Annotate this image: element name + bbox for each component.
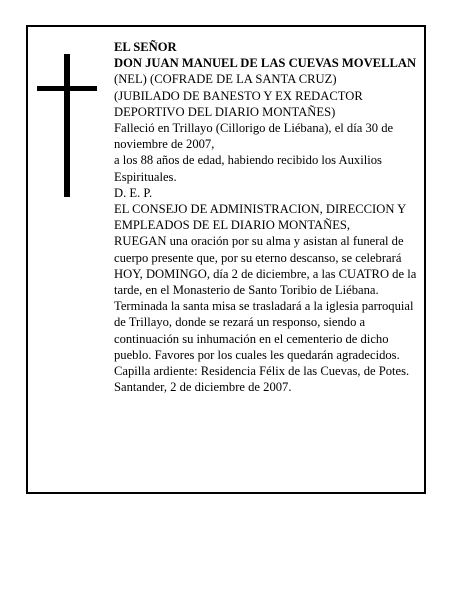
age-line: a los 88 años de edad, habiendo recibido los Auxilios Espirituales.	[114, 153, 382, 184]
death-line: Falleció en Trillayo (Cillorigo de Liébana), el día 30 de noviembre de 2007,	[114, 121, 394, 152]
deceased-name: DON JUAN MANUEL DE LAS CUEVAS MOVELLAN	[114, 56, 417, 71]
cross-horizontal-bar	[37, 86, 97, 91]
funeral-request: RUEGAN una oración por su alma y asistan al funeral de cuerpo presente que, por su eterno descanso, se celebrará HOY, DOMINGO, día 2 de diciembre, a las CUATRO de la tarde, en el Monasterio de Santo Toribio de Liébana. Terminada la santa misa se trasladará a la iglesia parroquial de Trillayo, donde se rezará un responso, siendo a continuación su inhumación en el cementerio de dicho pueblo. Favores por los cuales les quedarán agradecidos. Capilla ardiente: Residencia Félix de las Cuevas, de Potes.	[114, 234, 417, 379]
obituary-text	[114, 39, 422, 395]
place-date-line: Santander, 2 de diciembre de 2007.	[114, 380, 292, 395]
notice-title: EL SEÑOR	[114, 40, 177, 54]
cross-vertical-bar	[64, 54, 70, 197]
cross-icon	[37, 54, 97, 197]
occupation-line: (JUBILADO DE BANESTO Y EX REDACTOR DEPORTIVO DEL DIARIO MONTAÑES)	[114, 88, 363, 119]
mourners-line: EL CONSEJO DE ADMINISTRACION, DIRECCION Y EMPLEADOS DE EL DIARIO MONTAÑES,	[114, 202, 406, 233]
rip-line: D. E. P.	[114, 185, 153, 200]
nickname-line: (NEL) (COFRADE DE LA SANTA CRUZ)	[114, 72, 337, 87]
